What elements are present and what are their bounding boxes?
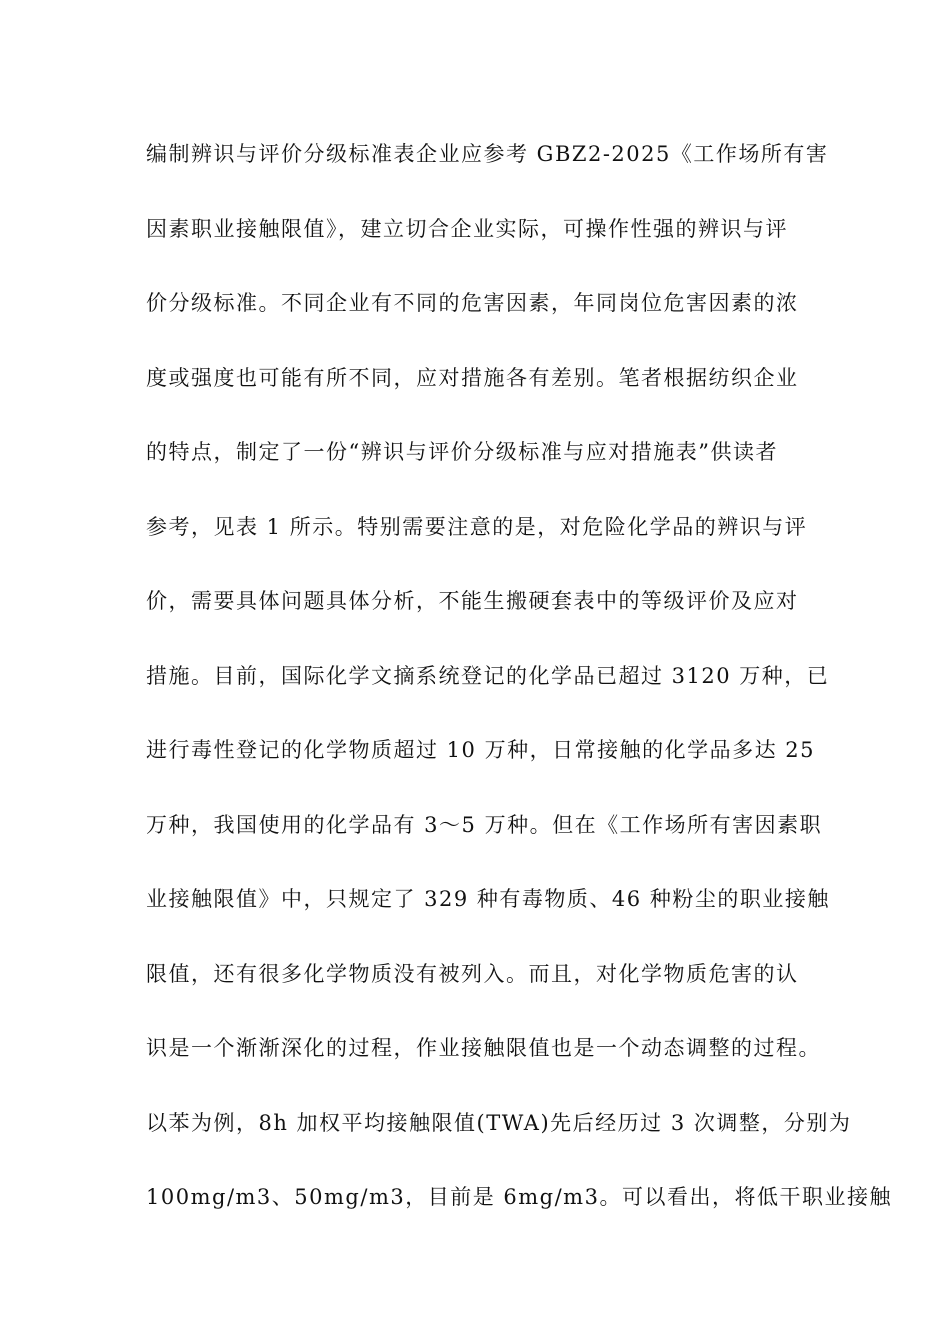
text-line: 因素职业接触限值》，建立切合企业实际，可操作性强的辨识与评 <box>146 216 788 241</box>
text-line: 价，需要具体问题具体分析，不能生搬硬套表中的等级评价及应对 <box>146 589 799 613</box>
text-line: 价分级标准。不同企业有不同的危害因素，年同岗位危害因素的浓 <box>146 291 799 315</box>
text-line: 100mg/m3、50mg/m3，目前是 6mg/m3。可以看出，将低干职业接触 <box>146 1185 892 1209</box>
text-line: 识是一个渐渐深化的过程，作业接触限值也是一个动态调整的过程。 <box>146 1036 821 1060</box>
body-paragraph <box>146 134 892 1252</box>
text-line: 参考，见表 1 所示。特别需要注意的是，对危险化学品的辨识与评 <box>146 514 808 539</box>
text-line: 限值，还有很多化学物质没有被列入。而且，对化学物质危害的认 <box>146 961 799 986</box>
text-line: 措施。目前，国际化学文摘系统登记的化学品已超过 3120 万种，已 <box>146 663 830 688</box>
text-line: 度或强度也可能有所不同，应对措施各有差别。笔者根据纺织企业 <box>146 365 799 390</box>
text-line: 编制辨识与评价分级标准表企业应参考 GBZ2-2025《工作场所有害 <box>146 142 829 166</box>
text-line: 万种，我国使用的化学品有 3～5 万种。但在《工作场所有害因素职 <box>146 812 823 837</box>
text-line: 业接触限值》中，只规定了 329 种有毒物质、46 种粉尘的职业接触 <box>146 887 830 911</box>
text-line: 进行毒性登记的化学物质超过 10 万种，日常接触的化学品多达 25 <box>146 738 815 762</box>
text-line: 以苯为例，8h 加权平均接触限值(TWA)先后经历过 3 次调整，分别为 <box>146 1110 852 1135</box>
text-line: 的特点，制定了一份“辨识与评价分级标准与应对措施表”供读者 <box>146 440 778 464</box>
